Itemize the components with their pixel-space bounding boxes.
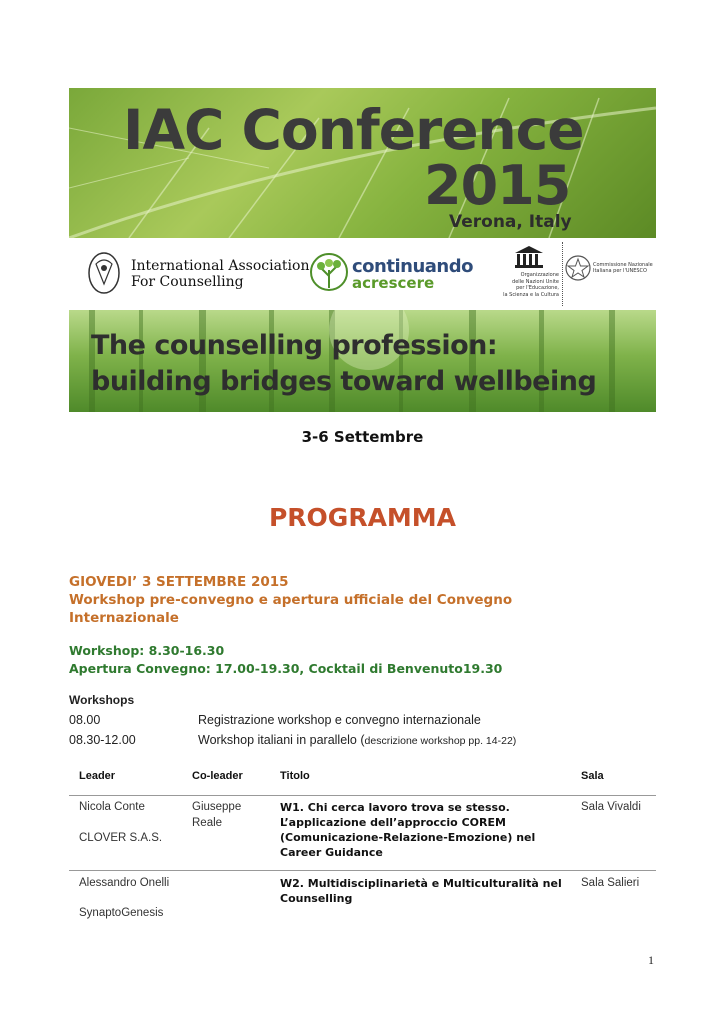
theme-line2: building bridges toward wellbeing [91,366,597,397]
day-subtitle-line1: Workshop pre-convegno e apertura ufficiale del Convegno [69,592,513,608]
commission-text [593,262,653,274]
iac-name-line2: For Counselling [131,274,244,290]
commission-text-line: Italiana per l'UNESCO [593,268,647,274]
unesco-text-line: la Scienza e la Cultura [503,291,559,298]
theme-banner [69,310,656,412]
banner-city: Verona, Italy [449,212,572,232]
unesco-text-line: per l'Educazione, [516,285,559,291]
row-leader: Nicola Conte [79,801,145,813]
page-number: 1 [648,953,654,967]
conference-banner [69,88,656,238]
continuando-wordmark: continuando [352,256,473,277]
col-header-leader: Leader [79,770,116,782]
logos-strip [69,240,656,308]
schedule-desc [198,713,481,727]
schedule-desc-text: Registrazione workshop e convegno internazionale [198,713,481,727]
italian-emblem-icon [564,254,592,282]
banner-title: IAC Conference [123,98,584,162]
unesco-logo [494,242,563,306]
tree-icon [309,252,349,294]
schedule-desc [198,733,516,747]
col-header-titolo: Titolo [280,770,310,782]
schedule-desc-note: descrizione workshop pp. 14-22) [364,735,517,747]
unesco-text-line: Organizzazione [520,272,559,278]
row-title-line: W1. Chi cerca lavoro trova se stesso. [280,801,510,814]
crescere-prefix: a [352,274,363,292]
opening-time: Apertura Convegno: 17.00-19.30, Cocktail di Benvenuto19.30 [69,661,503,676]
schedule-time: 08.30-12.00 [69,733,136,747]
row-sala: Sala Salieri [581,877,640,889]
schedule-desc-text: Workshop italiani in parallelo ( [198,733,365,747]
table-divider [69,795,656,796]
row-coleader-line: Reale [192,817,223,829]
unesco-temple-icon [514,245,544,269]
conference-dates: 3-6 Settembre [301,428,424,446]
row-leader-org: SynaptoGenesis [79,907,164,919]
unesco-text [497,272,559,298]
row-coleader [192,799,241,831]
banner-year: 2015 [424,154,571,217]
row-title-line: Counselling [280,892,353,905]
row-title-line: (Comunicazione-Relazione-Emozione) nel [280,831,536,844]
row-sala: Sala Vivaldi [581,801,641,813]
unesco-text-line: delle Nazioni Unite [512,278,559,285]
iac-name [131,258,309,290]
row-title-line: L’applicazione dell’approccio COREM [280,816,506,829]
iac-emblem-icon [86,250,122,296]
theme-line1: The counselling profession: [91,330,498,361]
iac-name-line1: International Association [131,258,310,274]
row-coleader-line: Giuseppe [192,801,242,813]
table-divider [69,870,656,871]
row-leader: Alessandro Onelli [79,877,170,889]
commission-text-line: Commissione Nazionale [593,262,653,268]
page-title: PROGRAMMA [268,503,457,532]
row-title [280,800,535,860]
row-title [280,876,562,906]
crescere-word: crescere [362,274,435,292]
day-subtitle-line2: Internazionale [69,610,179,626]
row-leader-org: CLOVER S.A.S. [79,832,163,844]
col-header-coleader: Co-leader [192,770,243,782]
workshop-time: Workshop: 8.30-16.30 [69,643,225,658]
row-title-line: Career Guidance [280,846,383,859]
row-title-line: W2. Multidisciplinarietà e Multiculturalità nel [280,877,562,890]
schedule-time: 08.00 [69,713,101,727]
day-title: GIOVEDI’ 3 SETTEMBRE 2015 [69,574,289,590]
crescere-wordmark [352,274,434,292]
schedule-heading: Workshops [69,693,135,707]
col-header-sala: Sala [581,770,604,782]
